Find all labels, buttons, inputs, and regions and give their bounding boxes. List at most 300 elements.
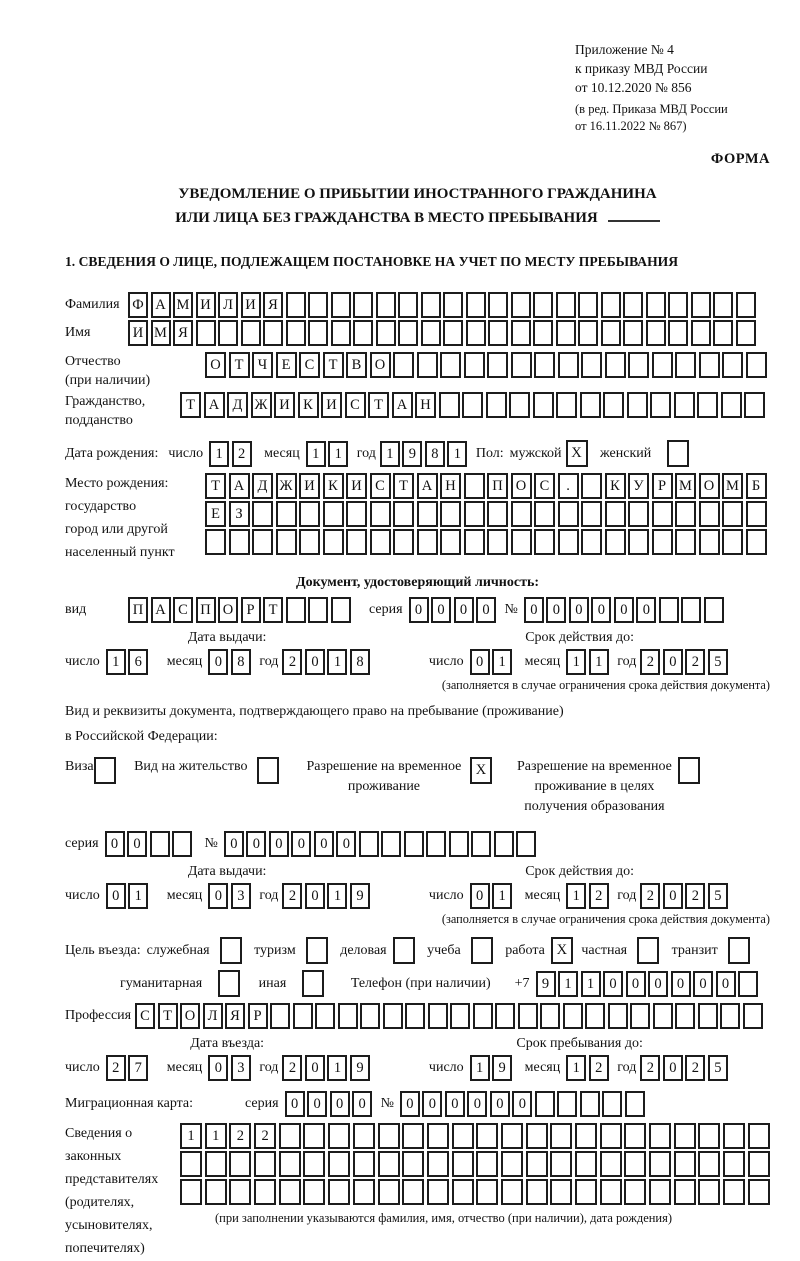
char-cell[interactable]: 2 — [685, 649, 705, 675]
char-cell[interactable] — [449, 831, 469, 857]
char-cell[interactable]: 1 — [558, 971, 578, 997]
char-cell[interactable]: 3 — [231, 1055, 251, 1081]
char-cell[interactable] — [575, 1151, 597, 1177]
char-cell[interactable]: 0 — [409, 597, 429, 623]
char-cell[interactable] — [581, 501, 602, 527]
char-cell[interactable] — [270, 1003, 290, 1029]
char-cell[interactable] — [722, 352, 743, 378]
char-cell[interactable]: 0 — [305, 883, 325, 909]
char-cell[interactable] — [723, 1151, 745, 1177]
char-cell[interactable]: Л — [203, 1003, 223, 1029]
char-cell[interactable]: Р — [652, 473, 673, 499]
char-cell[interactable] — [624, 1151, 646, 1177]
char-cell[interactable]: А — [204, 392, 225, 418]
char-cell[interactable]: М — [722, 473, 743, 499]
char-cell[interactable]: 6 — [128, 649, 148, 675]
char-cell[interactable] — [744, 392, 765, 418]
char-cell[interactable]: К — [605, 473, 626, 499]
char-cell[interactable] — [578, 292, 598, 318]
char-cell[interactable]: 0 — [614, 597, 634, 623]
char-cell[interactable]: 1 — [492, 883, 512, 909]
char-cell[interactable]: 0 — [663, 1055, 683, 1081]
char-cell[interactable] — [649, 1151, 671, 1177]
char-cell[interactable]: 0 — [105, 831, 125, 857]
char-cell[interactable] — [495, 1003, 515, 1029]
char-cell[interactable] — [723, 1123, 745, 1149]
char-cell[interactable]: 9 — [536, 971, 556, 997]
char-cell[interactable] — [299, 529, 320, 555]
char-cell[interactable] — [675, 1003, 695, 1029]
char-cell[interactable]: М — [675, 473, 696, 499]
char-cell[interactable] — [533, 320, 553, 346]
char-cell[interactable] — [452, 1179, 474, 1205]
char-cell[interactable] — [556, 320, 576, 346]
char-cell[interactable]: Т — [368, 392, 389, 418]
char-cell[interactable] — [402, 1123, 424, 1149]
char-cell[interactable]: 2 — [282, 883, 302, 909]
char-cell[interactable] — [328, 1179, 350, 1205]
char-cell[interactable] — [417, 501, 438, 527]
char-cell[interactable] — [699, 352, 720, 378]
char-cell[interactable] — [736, 292, 756, 318]
char-cell[interactable]: А — [417, 473, 438, 499]
char-cell[interactable] — [575, 1123, 597, 1149]
char-cell[interactable] — [501, 1151, 523, 1177]
char-cell[interactable] — [675, 352, 696, 378]
representatives-input-row1[interactable] — [180, 1123, 773, 1149]
char-cell[interactable] — [511, 529, 532, 555]
char-cell[interactable]: 2 — [640, 649, 660, 675]
char-cell[interactable] — [650, 392, 671, 418]
char-cell[interactable] — [308, 292, 328, 318]
char-cell[interactable] — [585, 1003, 605, 1029]
char-cell[interactable]: 0 — [330, 1091, 350, 1117]
char-cell[interactable] — [393, 501, 414, 527]
char-cell[interactable]: 9 — [402, 441, 422, 467]
residence-valid-month[interactable] — [566, 883, 611, 909]
char-cell[interactable] — [652, 352, 673, 378]
char-cell[interactable] — [452, 1123, 474, 1149]
char-cell[interactable] — [359, 831, 379, 857]
char-cell[interactable] — [736, 320, 756, 346]
char-cell[interactable]: 1 — [380, 441, 400, 467]
char-cell[interactable] — [667, 440, 689, 467]
char-cell[interactable]: 1 — [106, 649, 126, 675]
char-cell[interactable] — [440, 529, 461, 555]
char-cell[interactable] — [426, 831, 446, 857]
char-cell[interactable] — [308, 597, 328, 623]
char-cell[interactable]: 0 — [454, 597, 474, 623]
char-cell[interactable]: 2 — [232, 441, 252, 467]
char-cell[interactable]: К — [323, 473, 344, 499]
char-cell[interactable]: 2 — [640, 883, 660, 909]
residence-num-input[interactable] — [224, 831, 539, 857]
identity-valid-year[interactable] — [640, 649, 730, 675]
char-cell[interactable]: 0 — [336, 831, 356, 857]
char-cell[interactable]: В — [346, 352, 367, 378]
char-cell[interactable] — [464, 352, 485, 378]
birth-year-input[interactable] — [380, 441, 470, 467]
char-cell[interactable]: Ф — [128, 292, 148, 318]
char-cell[interactable]: 1 — [566, 649, 586, 675]
doc-type-input[interactable] — [128, 597, 353, 623]
char-cell[interactable] — [421, 292, 441, 318]
char-cell[interactable] — [279, 1123, 301, 1149]
char-cell[interactable] — [578, 320, 598, 346]
char-cell[interactable]: 1 — [581, 971, 601, 997]
char-cell[interactable]: 1 — [589, 649, 609, 675]
char-cell[interactable] — [473, 1003, 493, 1029]
char-cell[interactable] — [600, 1179, 622, 1205]
char-cell[interactable] — [699, 529, 720, 555]
char-cell[interactable]: 0 — [431, 597, 451, 623]
temp-residence-edu-checkbox[interactable] — [678, 757, 703, 784]
char-cell[interactable]: С — [534, 473, 555, 499]
residence-valid-day[interactable] — [470, 883, 515, 909]
char-cell[interactable] — [728, 937, 750, 964]
char-cell[interactable]: 0 — [626, 971, 646, 997]
char-cell[interactable] — [659, 597, 679, 623]
char-cell[interactable]: 0 — [208, 649, 228, 675]
char-cell[interactable] — [557, 1091, 577, 1117]
char-cell[interactable]: 2 — [685, 883, 705, 909]
char-cell[interactable] — [516, 831, 536, 857]
char-cell[interactable] — [526, 1151, 548, 1177]
char-cell[interactable] — [218, 970, 240, 997]
char-cell[interactable] — [556, 392, 577, 418]
char-cell[interactable] — [698, 1123, 720, 1149]
char-cell[interactable] — [646, 320, 666, 346]
char-cell[interactable] — [713, 320, 733, 346]
doc-num-input[interactable] — [524, 597, 727, 623]
char-cell[interactable]: 5 — [708, 1055, 728, 1081]
char-cell[interactable]: 2 — [254, 1123, 276, 1149]
citizenship-input[interactable] — [180, 392, 768, 418]
char-cell[interactable]: 0 — [663, 883, 683, 909]
char-cell[interactable] — [331, 597, 351, 623]
birthplace-input-row2[interactable] — [205, 501, 769, 527]
char-cell[interactable] — [205, 1151, 227, 1177]
char-cell[interactable] — [605, 352, 626, 378]
char-cell[interactable]: 0 — [246, 831, 266, 857]
purpose-tourism-checkbox[interactable] — [306, 937, 331, 964]
char-cell[interactable]: 5 — [708, 649, 728, 675]
char-cell[interactable] — [518, 1003, 538, 1029]
char-cell[interactable] — [303, 1123, 325, 1149]
char-cell[interactable] — [580, 1091, 600, 1117]
char-cell[interactable] — [471, 831, 491, 857]
identity-valid-month[interactable] — [566, 649, 611, 675]
representatives-input-row3[interactable] — [180, 1179, 773, 1205]
char-cell[interactable] — [501, 1123, 523, 1149]
char-cell[interactable] — [721, 392, 742, 418]
char-cell[interactable]: С — [135, 1003, 155, 1029]
birth-month-input[interactable] — [306, 441, 351, 467]
char-cell[interactable]: 8 — [231, 649, 251, 675]
char-cell[interactable] — [748, 1123, 770, 1149]
char-cell[interactable]: 0 — [546, 597, 566, 623]
purpose-transit-checkbox[interactable] — [728, 937, 753, 964]
char-cell[interactable]: И — [299, 473, 320, 499]
char-cell[interactable] — [346, 501, 367, 527]
char-cell[interactable]: Я — [173, 320, 193, 346]
char-cell[interactable]: 1 — [327, 883, 347, 909]
char-cell[interactable]: О — [370, 352, 391, 378]
char-cell[interactable]: 0 — [470, 883, 490, 909]
char-cell[interactable] — [308, 320, 328, 346]
char-cell[interactable] — [205, 529, 226, 555]
char-cell[interactable] — [462, 392, 483, 418]
representatives-input-row2[interactable] — [180, 1151, 773, 1177]
char-cell[interactable]: 0 — [467, 1091, 487, 1117]
char-cell[interactable] — [627, 392, 648, 418]
char-cell[interactable]: 0 — [716, 971, 736, 997]
char-cell[interactable] — [487, 529, 508, 555]
char-cell[interactable]: С — [345, 392, 366, 418]
char-cell[interactable] — [556, 292, 576, 318]
char-cell[interactable] — [698, 1003, 718, 1029]
char-cell[interactable]: У — [628, 473, 649, 499]
char-cell[interactable] — [581, 352, 602, 378]
char-cell[interactable]: Е — [205, 501, 226, 527]
char-cell[interactable] — [511, 320, 531, 346]
char-cell[interactable]: Т — [263, 597, 283, 623]
char-cell[interactable]: 1 — [205, 1123, 227, 1149]
char-cell[interactable]: 0 — [524, 597, 544, 623]
char-cell[interactable] — [286, 597, 306, 623]
char-cell[interactable] — [205, 1179, 227, 1205]
char-cell[interactable]: О — [699, 473, 720, 499]
char-cell[interactable] — [229, 1151, 251, 1177]
char-cell[interactable]: X — [566, 440, 588, 467]
char-cell[interactable] — [279, 1151, 301, 1177]
char-cell[interactable] — [675, 501, 696, 527]
char-cell[interactable] — [581, 529, 602, 555]
char-cell[interactable] — [452, 1151, 474, 1177]
char-cell[interactable] — [558, 501, 579, 527]
char-cell[interactable] — [628, 529, 649, 555]
char-cell[interactable] — [393, 352, 414, 378]
char-cell[interactable] — [302, 970, 324, 997]
char-cell[interactable]: Е — [276, 352, 297, 378]
char-cell[interactable] — [550, 1151, 572, 1177]
char-cell[interactable] — [601, 292, 621, 318]
char-cell[interactable]: И — [241, 292, 261, 318]
char-cell[interactable] — [746, 501, 767, 527]
char-cell[interactable] — [353, 320, 373, 346]
char-cell[interactable]: 1 — [327, 1055, 347, 1081]
char-cell[interactable]: 0 — [603, 971, 623, 997]
purpose-work-checkbox[interactable] — [551, 937, 576, 964]
stay-month[interactable] — [566, 1055, 611, 1081]
char-cell[interactable]: 0 — [476, 597, 496, 623]
char-cell[interactable]: Т — [323, 352, 344, 378]
char-cell[interactable]: Р — [248, 1003, 268, 1029]
char-cell[interactable]: 1 — [306, 441, 326, 467]
char-cell[interactable]: Т — [393, 473, 414, 499]
char-cell[interactable]: 0 — [591, 597, 611, 623]
char-cell[interactable]: 0 — [305, 649, 325, 675]
char-cell[interactable] — [476, 1151, 498, 1177]
char-cell[interactable] — [376, 320, 396, 346]
char-cell[interactable] — [697, 392, 718, 418]
char-cell[interactable] — [558, 352, 579, 378]
char-cell[interactable]: 1 — [566, 1055, 586, 1081]
char-cell[interactable]: 0 — [208, 1055, 228, 1081]
char-cell[interactable]: С — [299, 352, 320, 378]
char-cell[interactable]: 0 — [127, 831, 147, 857]
char-cell[interactable] — [94, 757, 116, 784]
char-cell[interactable] — [743, 1003, 763, 1029]
char-cell[interactable] — [306, 937, 328, 964]
char-cell[interactable]: 2 — [282, 649, 302, 675]
char-cell[interactable] — [605, 529, 626, 555]
char-cell[interactable] — [405, 1003, 425, 1029]
char-cell[interactable] — [218, 320, 238, 346]
char-cell[interactable] — [746, 529, 767, 555]
char-cell[interactable] — [646, 292, 666, 318]
char-cell[interactable] — [370, 501, 391, 527]
char-cell[interactable] — [600, 1151, 622, 1177]
char-cell[interactable] — [398, 320, 418, 346]
char-cell[interactable]: 5 — [708, 883, 728, 909]
char-cell[interactable] — [649, 1179, 671, 1205]
char-cell[interactable]: Я — [263, 292, 283, 318]
char-cell[interactable] — [440, 352, 461, 378]
identity-valid-day[interactable] — [470, 649, 515, 675]
char-cell[interactable]: Н — [440, 473, 461, 499]
char-cell[interactable] — [603, 392, 624, 418]
char-cell[interactable] — [748, 1151, 770, 1177]
char-cell[interactable]: 0 — [400, 1091, 420, 1117]
char-cell[interactable] — [252, 501, 273, 527]
migration-seria-input[interactable] — [285, 1091, 375, 1117]
char-cell[interactable]: 8 — [350, 649, 370, 675]
char-cell[interactable]: О — [511, 473, 532, 499]
char-cell[interactable] — [417, 352, 438, 378]
char-cell[interactable]: 2 — [229, 1123, 251, 1149]
char-cell[interactable] — [674, 392, 695, 418]
char-cell[interactable] — [698, 1179, 720, 1205]
char-cell[interactable] — [488, 292, 508, 318]
char-cell[interactable] — [698, 1151, 720, 1177]
char-cell[interactable] — [476, 1123, 498, 1149]
char-cell[interactable] — [398, 292, 418, 318]
char-cell[interactable] — [279, 1179, 301, 1205]
char-cell[interactable] — [180, 1179, 202, 1205]
char-cell[interactable] — [439, 392, 460, 418]
char-cell[interactable] — [378, 1179, 400, 1205]
char-cell[interactable] — [558, 529, 579, 555]
char-cell[interactable]: А — [229, 473, 250, 499]
char-cell[interactable] — [675, 529, 696, 555]
char-cell[interactable] — [511, 501, 532, 527]
char-cell[interactable]: Р — [241, 597, 261, 623]
char-cell[interactable] — [652, 501, 673, 527]
char-cell[interactable] — [674, 1179, 696, 1205]
char-cell[interactable] — [404, 831, 424, 857]
char-cell[interactable]: Б — [746, 473, 767, 499]
identity-issue-month[interactable] — [208, 649, 253, 675]
char-cell[interactable] — [417, 529, 438, 555]
char-cell[interactable] — [427, 1123, 449, 1149]
char-cell[interactable]: 2 — [106, 1055, 126, 1081]
char-cell[interactable]: 0 — [512, 1091, 532, 1117]
char-cell[interactable] — [720, 1003, 740, 1029]
char-cell[interactable] — [511, 292, 531, 318]
char-cell[interactable]: 2 — [589, 883, 609, 909]
profession-input[interactable] — [135, 1003, 765, 1029]
char-cell[interactable]: 1 — [470, 1055, 490, 1081]
purpose-study-checkbox[interactable] — [471, 937, 496, 964]
char-cell[interactable]: М — [173, 292, 193, 318]
birth-day-input[interactable] — [209, 441, 254, 467]
char-cell[interactable] — [494, 831, 514, 857]
residence-issue-day[interactable] — [106, 883, 151, 909]
phone-input[interactable] — [536, 971, 761, 997]
char-cell[interactable]: Т — [229, 352, 250, 378]
char-cell[interactable]: Ч — [252, 352, 273, 378]
char-cell[interactable] — [738, 971, 758, 997]
char-cell[interactable] — [402, 1151, 424, 1177]
char-cell[interactable] — [533, 292, 553, 318]
char-cell[interactable]: И — [196, 292, 216, 318]
char-cell[interactable] — [353, 292, 373, 318]
char-cell[interactable] — [276, 501, 297, 527]
char-cell[interactable]: X — [470, 757, 492, 784]
char-cell[interactable] — [601, 320, 621, 346]
char-cell[interactable] — [748, 1179, 770, 1205]
char-cell[interactable] — [421, 320, 441, 346]
char-cell[interactable] — [471, 937, 493, 964]
char-cell[interactable] — [624, 1123, 646, 1149]
char-cell[interactable] — [691, 292, 711, 318]
stay-year[interactable] — [640, 1055, 730, 1081]
char-cell[interactable]: И — [128, 320, 148, 346]
char-cell[interactable] — [533, 392, 554, 418]
char-cell[interactable] — [534, 529, 555, 555]
char-cell[interactable] — [535, 1091, 555, 1117]
char-cell[interactable] — [263, 320, 283, 346]
char-cell[interactable]: 9 — [492, 1055, 512, 1081]
surname-input[interactable] — [128, 292, 758, 318]
char-cell[interactable]: П — [128, 597, 148, 623]
char-cell[interactable] — [464, 473, 485, 499]
purpose-official-checkbox[interactable] — [220, 937, 245, 964]
char-cell[interactable] — [534, 501, 555, 527]
char-cell[interactable]: Я — [225, 1003, 245, 1029]
char-cell[interactable]: И — [274, 392, 295, 418]
char-cell[interactable] — [608, 1003, 628, 1029]
char-cell[interactable]: 2 — [685, 1055, 705, 1081]
char-cell[interactable] — [637, 937, 659, 964]
doc-seria-input[interactable] — [409, 597, 499, 623]
char-cell[interactable]: 0 — [445, 1091, 465, 1117]
char-cell[interactable]: 0 — [314, 831, 334, 857]
char-cell[interactable] — [550, 1123, 572, 1149]
patronymic-input[interactable] — [205, 352, 769, 378]
char-cell[interactable] — [575, 1179, 597, 1205]
char-cell[interactable] — [623, 292, 643, 318]
char-cell[interactable]: 9 — [350, 1055, 370, 1081]
char-cell[interactable]: П — [487, 473, 508, 499]
char-cell[interactable]: Т — [180, 392, 201, 418]
char-cell[interactable] — [241, 320, 261, 346]
residence-issue-month[interactable] — [208, 883, 253, 909]
char-cell[interactable] — [346, 529, 367, 555]
char-cell[interactable] — [315, 1003, 335, 1029]
char-cell[interactable] — [229, 1179, 251, 1205]
